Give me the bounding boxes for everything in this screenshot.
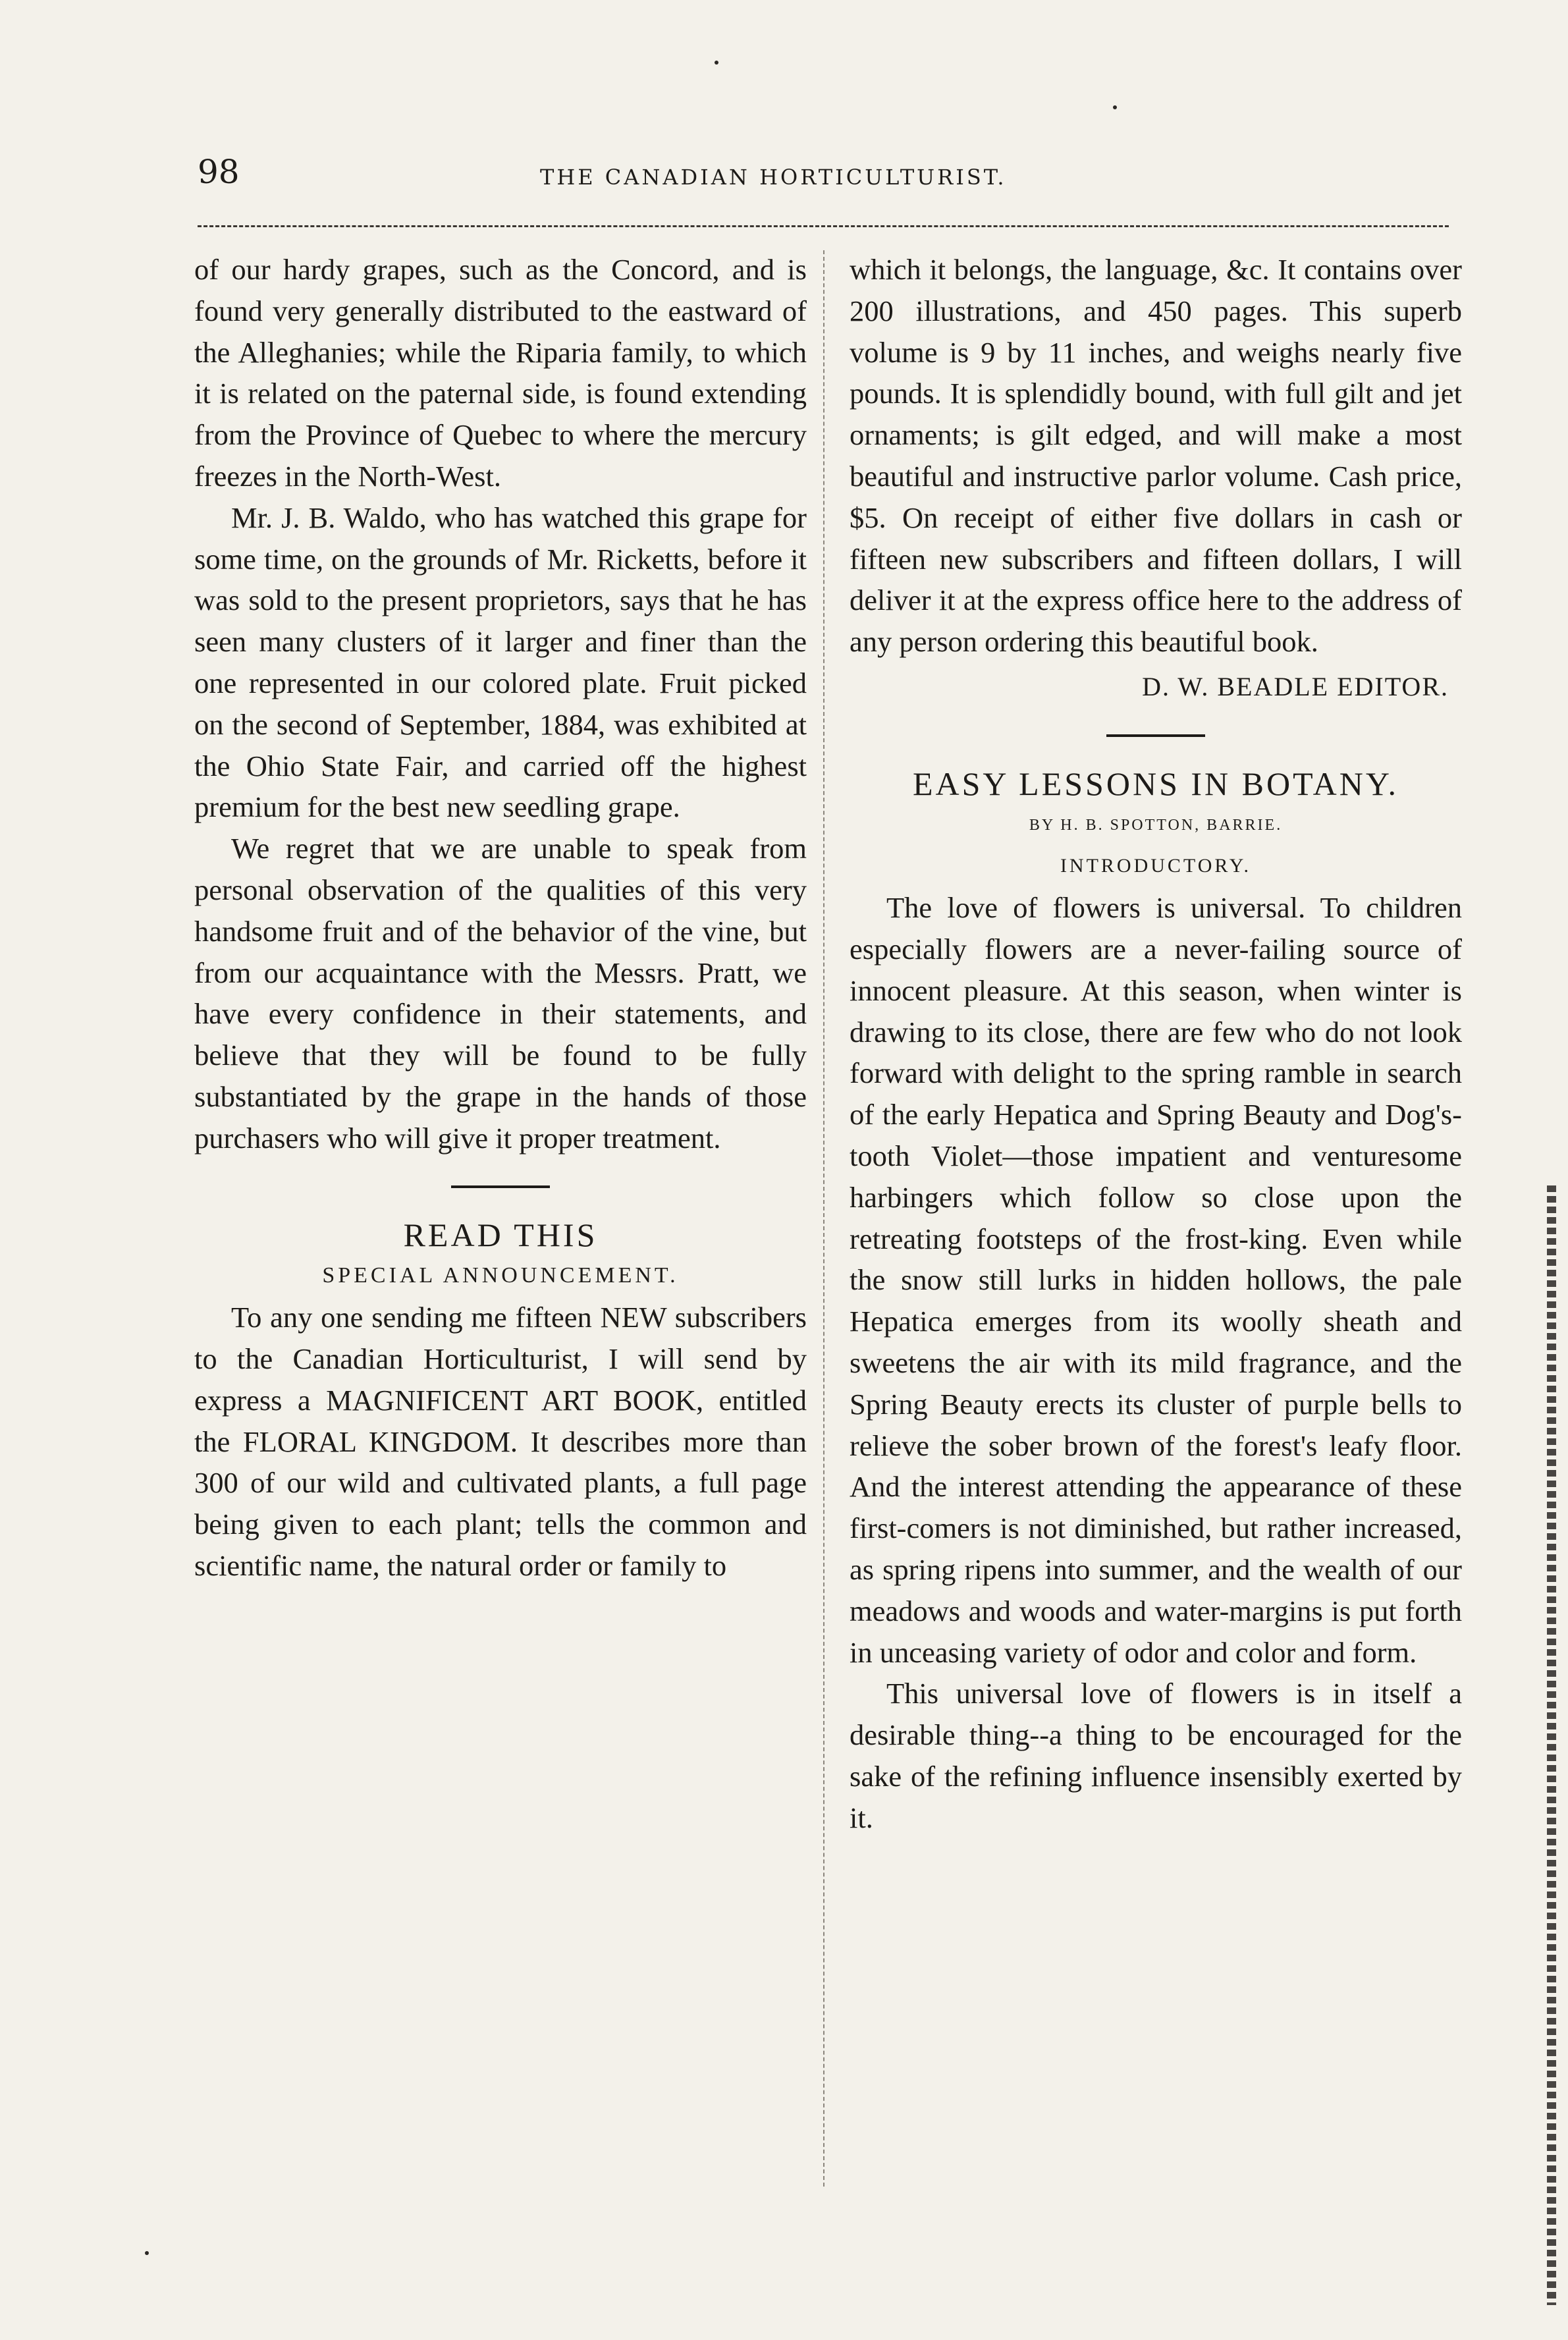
paragraph: This universal love of flowers is in itself a desirable thing--a thing to be encouraged for the sake of the refining influence insensibly exerted by it. <box>850 1677 1462 1834</box>
print-speck <box>145 2251 149 2255</box>
article-title: EASY LESSONS IN BOTANY. <box>912 765 1399 802</box>
print-speck <box>1113 105 1117 109</box>
running-head: THE CANADIAN HORTICULTURIST. <box>540 165 1007 190</box>
header-rule <box>198 225 1449 227</box>
paragraph: The love of flowers is universal. To children especially flowers are a never-failing source of innocent pleasure. At this season, when winter is drawing to its close, there are few who do not look forward with delight to the spring ramble in search of the early Hepatica and Spring Beauty and Dog's-tooth Violet—those impatient and venturesome harbingers which follow so close upon the retreating footsteps of the frost-king. Even while the snow still lurks in hidden hollows, the pale Hepatica emerges from its woolly sheath and sweetens the air with its mild fragrance, and the Spring Beauty erects its cluster of purple bells to relieve the sober brown of the forest's leafy floor. And the interest attending the appearance of these first-comers is not diminished, but rather increased, as spring ripens into summer, and the wealth of our meadows and woods and water-margins is put forth in unceasing variety of odor and color and form. <box>850 891 1462 1669</box>
article-byline: BY H. B. SPOTTON, BARRIE. <box>1029 816 1283 834</box>
paragraph: Mr. J. B. Waldo, who has watched this grape for some time, on the grounds of Mr. Ricketts, before it was sold to the present proprietors, says that he has seen many clusters of it larger and finer than the one represented in our colored plate. Fruit picked on the second of September, 1884, was exhibited at the Ohio State Fair, and carried off the highest premium for the best new seedling grape. <box>194 501 807 824</box>
right-column <box>850 249 1462 1838</box>
left-column <box>194 249 807 1587</box>
print-speck <box>715 61 718 65</box>
section-subtitle: SPECIAL ANNOUNCEMENT. <box>322 1263 679 1288</box>
page-number: 98 <box>198 153 240 191</box>
page-header <box>198 153 1449 205</box>
paragraph: We regret that we are unable to speak from personal observation of the qualities of this very handsome fruit and of the behavior of the vine, but from our acquaintance with the Messrs. Pratt, we have every confidence in their statements, and believe that they will be found to be fully substantiated by the grape in the hands of those purchasers who will give it proper treatment. <box>194 832 807 1155</box>
article-subheading: INTRODUCTORY. <box>1060 855 1252 877</box>
editor-signature: D. W. BEADLE EDITOR. <box>1142 671 1449 701</box>
paragraph: which it belongs, the language, &c. It contains over 200 illustrations, and 450 pages. This superb volume is 9 by 11 inches, and weighs nearly five pounds. It is splendidly bound, with full gilt and jet ornaments; is gilt edged, and will make a most beautiful and instructive parlor volume. Cash price, $5. On receipt of either five dollars in cash or fifteen new subscribers and fifteen dollars, I will deliver it at the express office here to the address of any person ordering this beautiful book. <box>850 253 1462 659</box>
column-separator <box>823 250 825 2187</box>
scan-edge-mark <box>1547 1185 1556 2305</box>
section-rule <box>451 1185 550 1188</box>
section-title: READ THIS <box>403 1216 598 1253</box>
section-rule <box>1106 734 1205 737</box>
announcement-text: To any one sending me fifteen NEW subscribers to the Canadian Horticulturist, I will send by express a MAGNIFICENT ART BOOK, entitled the FLORAL KINGDOM. It describes more than 300 of our wild and cultivated plants, a full page being given to each plant; tells the common and scientific name, the natural order or family to <box>194 1301 807 1582</box>
paragraph: of our hardy grapes, such as the Concord, and is found very generally distributed to the eastward of the Alleghanies; while the Riparia family, to which it is related on the paternal side, is found extending from the Province of Quebec to where the mercury freezes in the North-West. <box>194 253 807 493</box>
